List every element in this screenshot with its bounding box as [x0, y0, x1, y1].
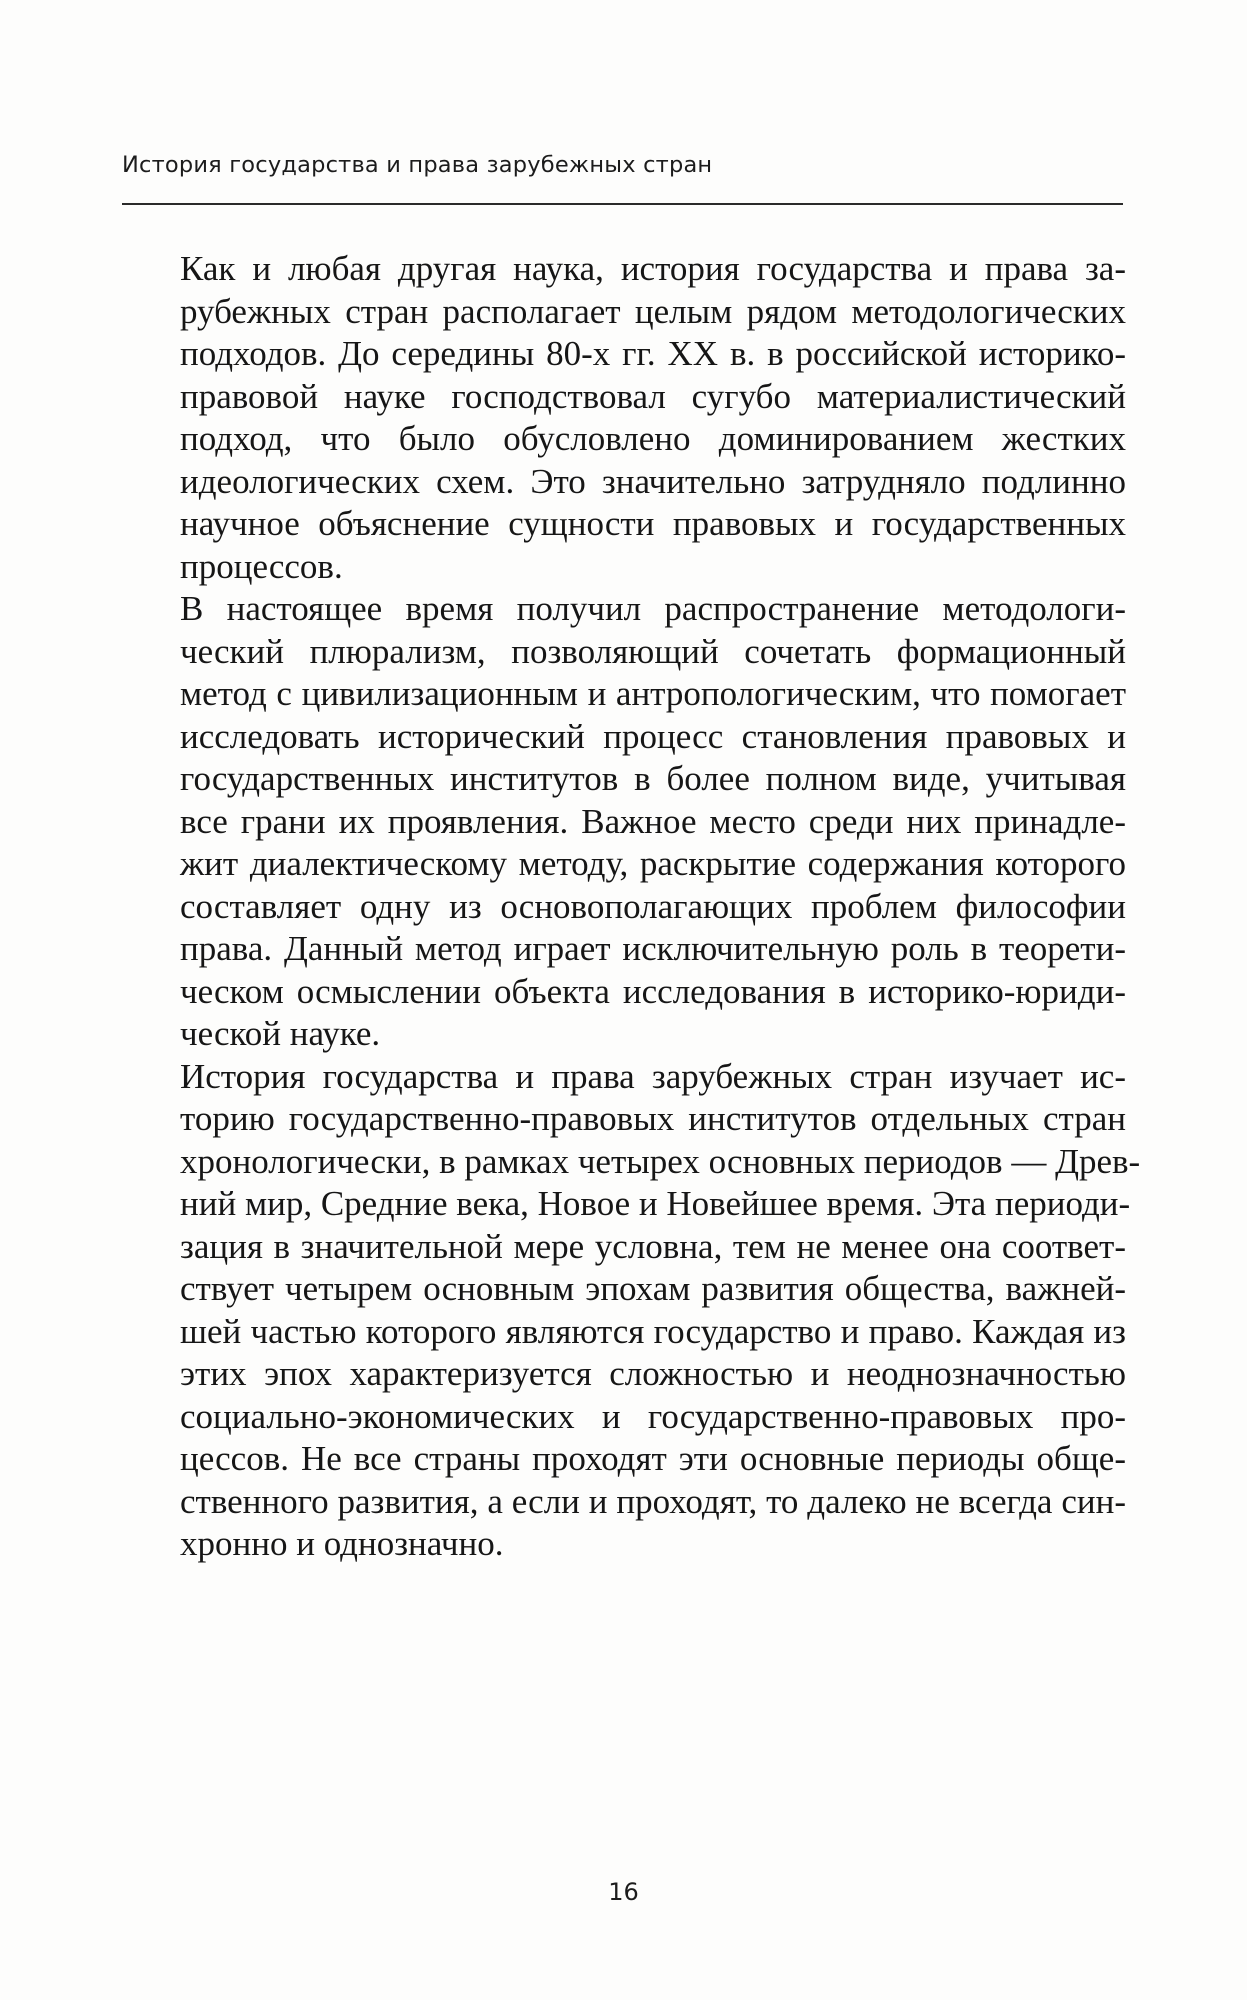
text-line: хронологически, в рамках четырех основных периодов — Древ- — [180, 1141, 1141, 1181]
text-line: рубежных стран располагает целым рядом методологических — [180, 291, 1126, 331]
text-line: ческом осмыслении объекта исследования в историко-юриди- — [180, 971, 1126, 1011]
text-line: правовой науке господствовал сугубо материалистический — [180, 376, 1126, 416]
text-line: торию государственно-правовых институтов отдельных стран — [180, 1099, 1126, 1138]
text-line: государственных институтов в более полном виде, учитывая — [180, 759, 1126, 798]
text-line: ствует четырем основным эпохам развития общества, важней- — [180, 1269, 1126, 1308]
text-line: составляет одну из основополагающих проблем философии — [180, 886, 1126, 926]
text-line: научное объяснение сущности правовых и государственных — [180, 504, 1126, 543]
text-line: этих эпох характеризуется сложностью и неоднозначностью — [180, 1354, 1126, 1393]
text-line: идеологических схем. Это значительно затрудняло подлинно — [180, 461, 1126, 501]
paragraph-3 — [124, 1056, 1141, 1566]
text-line: ний мир, Средние века, Новое и Новейшее время. Эта периоди- — [180, 1184, 1131, 1223]
text-line: зация в значительной мере условна, тем не менее она соответ- — [180, 1226, 1126, 1266]
text-line: ственного развития, а если и проходят, то далеко не всегда син- — [180, 1481, 1126, 1521]
text-line: исследовать исторический процесс становления правовых и — [180, 716, 1126, 756]
body-text — [124, 248, 1141, 1566]
page-number: 16 — [608, 1878, 639, 1906]
text-line: права. Данный метод играет исключительную роль в теорети- — [180, 929, 1126, 968]
text-line: все грани их проявления. Важное место среди них принадле- — [180, 801, 1126, 841]
text-line: История государства и права зарубежных стран изучает ис- — [180, 1056, 1126, 1096]
text-line: ческой науке. — [180, 1014, 381, 1053]
text-line: шей частью которого являются государство и право. Каждая из — [180, 1311, 1126, 1351]
text-line: жит диалектическому методу, раскрытие содержания которого — [180, 844, 1126, 883]
text-line: подходов. До середины 80-х гг. XX в. в российской историко- — [180, 334, 1126, 373]
text-line: ческий плюрализм, позволяющий сочетать формационный — [180, 631, 1126, 671]
text-line: социально-экономических и государственно-правовых про- — [180, 1396, 1126, 1436]
text-line: процессов. — [180, 546, 343, 586]
text-line: подход, что было обусловлено доминированием жестких — [180, 419, 1126, 458]
header-rule — [122, 203, 1123, 205]
text-line: Как и любая другая наука, история государства и права за- — [180, 249, 1126, 288]
paragraph-2 — [124, 588, 1126, 1056]
text-line: хронно и однозначно. — [180, 1524, 504, 1563]
text-line: В настоящее время получил распространение методологи- — [180, 589, 1126, 628]
text-line: метод с цивилизационным и антропологическим, что помогает — [180, 674, 1126, 713]
running-head: История государства и права зарубежных стран — [122, 152, 713, 178]
text-line: цессов. Не все страны проходят эти основные периоды обще- — [180, 1439, 1126, 1478]
paragraph-1 — [124, 248, 1126, 588]
